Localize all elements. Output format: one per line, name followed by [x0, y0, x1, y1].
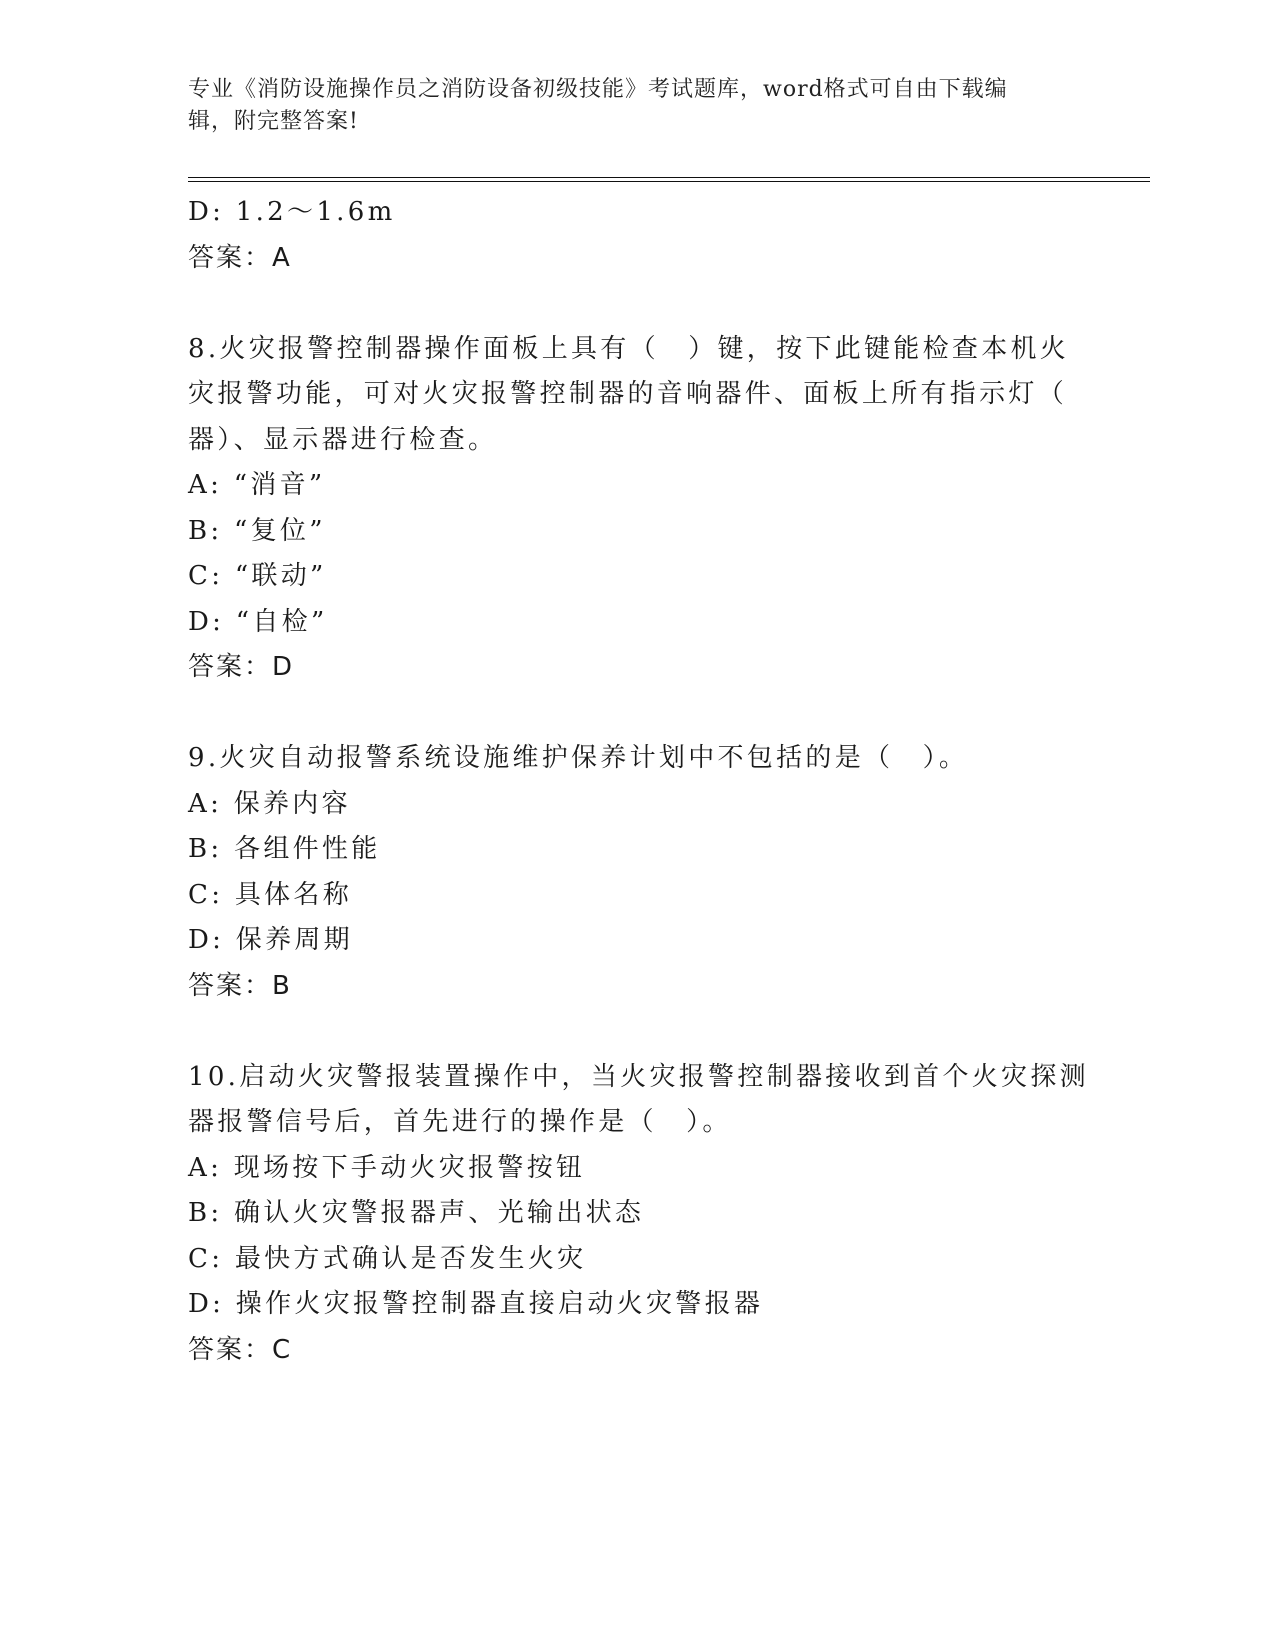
question-stem: 8.火灾报警控制器操作面板上具有（ ）键，按下此键能检查本机火	[188, 333, 1070, 364]
answer-line: 答案：D	[188, 652, 295, 682]
option-c: C: “联动”	[188, 561, 327, 591]
spacer	[188, 281, 1088, 327]
question-stem: 9.火灾自动报警系统设施维护保养计划中不包括的是（ ）。	[188, 743, 969, 773]
option-d: D: “自检”	[188, 606, 328, 637]
option-d: D: 操作火灾报警控制器直接启动火灾警报器	[188, 1289, 764, 1319]
header-rule-top	[188, 177, 1150, 178]
answer-line: 答案：C	[188, 1334, 293, 1365]
option-b: B: 各组件性能	[188, 834, 381, 864]
question-stem: 器）、显示器进行检查。	[188, 424, 498, 455]
question-10	[188, 1055, 1088, 1374]
spacer	[188, 1009, 1088, 1055]
option-c: C: 具体名称	[188, 879, 353, 910]
question-8	[188, 327, 1088, 691]
question-stem: 10.启动火灾警报装置操作中，当火灾报警控制器接收到首个火灾探测	[188, 1061, 1089, 1092]
option-b: B: “复位”	[188, 515, 326, 546]
header-line-1: 专业《消防设施操作员之消防设备初级技能》考试题库，word格式可自由下载编	[188, 77, 1008, 102]
question-stem: 器报警信号后，首先进行的操作是（ ）。	[188, 1107, 732, 1137]
option-a: A: 现场按下手动火灾报警按钮	[188, 1152, 586, 1183]
page-header	[188, 74, 1078, 138]
option-a: A: “消音”	[188, 470, 326, 500]
option-d: D: 保养周期	[188, 925, 353, 955]
question-9	[188, 736, 1088, 1009]
option-c: C: 最快方式确认是否发生火灾	[188, 1243, 587, 1274]
answer-line: 答案：B	[188, 970, 292, 1001]
header-line-2: 辑，附完整答案!	[188, 109, 359, 134]
question-stem: 灾报警功能，可对火灾报警控制器的音响器件、面板上所有指示灯（	[188, 379, 1068, 409]
option-b: B: 确认火灾警报器声、光输出状态	[188, 1198, 645, 1228]
option-a: A: 保养内容	[188, 788, 351, 819]
spacer	[188, 691, 1088, 737]
option-d: D: 1.2～1.6m	[188, 197, 396, 227]
carryover-block	[188, 190, 1088, 281]
question-content	[188, 190, 1088, 1373]
answer-line: 答案：A	[188, 242, 292, 273]
header-rule-bottom	[188, 181, 1150, 182]
